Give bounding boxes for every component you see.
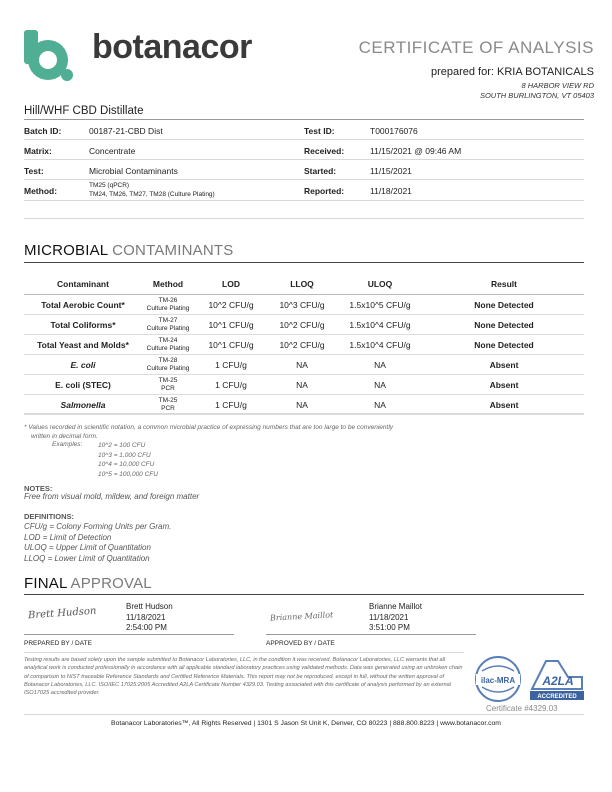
reported-label: Reported: [304,186,345,196]
matrix-label: Matrix: [24,146,52,156]
divider [24,139,584,140]
result-cell: Absent [424,395,584,415]
approved-name: Brianne Maillot [369,602,422,611]
col-lod: LOD [194,274,268,295]
received-value: 11/15/2021 @ 09:46 AM [370,146,462,156]
lod-cell: 1 CFU/g [194,375,268,395]
testid-label: Test ID: [304,126,335,136]
result-cell: Absent [424,355,584,375]
lloq-cell: NA [268,355,336,375]
result-cell: None Detected [424,315,584,335]
col-contaminant: Contaminant [24,274,142,295]
prepared-date: 11/18/2021 [126,612,166,622]
table-row [24,395,584,415]
table-row [24,295,584,315]
lod-cell: 10^1 CFU/g [194,335,268,355]
product-name: Hill/WHF CBD Distillate [24,105,144,117]
signature-approved: Brianne Maillot [269,610,334,623]
lod-cell: 10^1 CFU/g [194,315,268,335]
method-cell: TM-25 PCR [142,375,194,395]
brand-logo-icon [22,30,74,82]
result-cell: Absent [424,375,584,395]
definitions-list [24,522,171,564]
uloq-cell: 1.5x10^5 CFU/g [336,295,424,315]
approved-date: 11/18/2021 [369,612,409,622]
divider [24,218,584,219]
prepared-details [126,602,173,634]
ilac-mra-badge-icon [472,655,524,703]
started-label: Started: [304,166,337,176]
testid-value: T000176076 [370,126,418,136]
method-label: Method: [24,186,58,196]
table-row [24,355,584,375]
page-title: CERTIFICATE OF ANALYSIS [358,38,594,57]
table-header-row [24,274,584,295]
uloq-cell: 1.5x10^4 CFU/g [336,335,424,355]
received-label: Received: [304,146,345,156]
notes-label: NOTES: [24,484,53,493]
method-cell: TM-28 Culture Plating [142,355,194,375]
method-value-2: TM24, TM26, TM27, TM28 (Culture Plating) [89,191,215,198]
table-row [24,335,584,355]
test-label: Test: [24,166,44,176]
prepared-name: Brett Hudson [126,602,173,611]
uloq-cell: 1.5x10^4 CFU/g [336,315,424,335]
lod-cell: 1 CFU/g [194,355,268,375]
matrix-value: Concentrate [89,146,136,156]
signature-prepared: Brett Hudson [27,605,97,622]
legal-disclaimer: Testing results are based solely upon the sample submitted to Botanacor Laboratories, LLC, in the condition it was received. Botanacor Laboratories, LLC warrants that all analytical work is conducted professionally in accordance with all applicable standard laboratory practices using validated methods. Data was generated using an unbroken chain of comparison to NIST traceable Reference Standards and Certified Reference Materials. This report may not be reproduced, except in full, without the written approval of Botanacor Laboratories, LLC. ISO/IEC 17025:2005 Accredited A2LA Certificate Number 4329.03. Testing associated with this certificate of analysis performed by an external ISO17025 accredited provider. [24,657,463,697]
address-line-1: 8 HARBOR VIEW RD [521,81,594,90]
divider [24,594,584,595]
lloq-cell: NA [268,395,336,415]
started-value: 11/15/2021 [370,166,412,176]
accredited-label: ACCREDITED [537,694,577,700]
result-cell: None Detected [424,335,584,355]
divider [24,652,464,653]
definitions-label: DEFINITIONS: [24,512,74,521]
lloq-cell: NA [268,375,336,395]
table-row [24,315,584,335]
prepared-for: prepared for: KRIA BOTANICALS [430,66,594,78]
contaminant-name: E. coli (STEC) [24,375,142,395]
address-line-2: SOUTH BURLINGTON, VT 05403 [479,91,594,100]
approved-time: 3:51:00 PM [369,623,410,632]
signature-line [266,634,476,635]
a2la-label: A2LA [542,674,574,688]
lloq-cell: 10^2 CFU/g [268,315,336,335]
divider [24,159,584,160]
microbial-table [24,274,584,415]
method-cell: TM-25 PCR [142,395,194,415]
test-value: Microbial Contaminants [89,166,178,176]
examples-list: 10^2 = 100 CFU 10^3 = 1,000 CFU 10^4 = 10,000 CFU 10^5 = 100,000 CFU [98,442,158,479]
section-title-approval: FINAL APPROVAL [24,575,152,592]
divider [24,119,584,120]
divider [24,179,584,180]
uloq-cell: NA [336,355,424,375]
prepared-time: 2:54:00 PM [126,623,167,632]
method-value-1: TM25 (qPCR) [89,182,130,189]
contaminant-name: Total Yeast and Molds* [24,335,142,355]
certificate-number: Certificate #4329.03 [486,704,558,713]
definition-item: ULOQ = Upper Limit of Quantitation [24,543,151,552]
examples-label: Examples: [52,441,83,448]
sci-note-line-1: * Values recorded in scientific notation, a common microbial practice of expressing numbers that are too large to be conveniently [24,424,394,431]
lod-cell: 1 CFU/g [194,395,268,415]
approved-label: APPROVED BY / DATE [266,640,335,647]
uloq-cell: NA [336,375,424,395]
result-cell: None Detected [424,295,584,315]
definition-item: CFU/g = Colony Forming Units per Gram. [24,522,172,531]
sci-note-line-2: written in decimal form. [31,433,98,440]
lloq-cell: 10^2 CFU/g [268,335,336,355]
lod-cell: 10^2 CFU/g [194,295,268,315]
brand-name: botanacor [92,28,252,66]
contaminant-name: Total Aerobic Count* [24,295,142,315]
divider [24,714,584,715]
footer: Botanacor Laboratories™, All Rights Reserved | 1301 S Jason St Unit K, Denver, CO 80223 | 888.800.8223 | www.botanacor.com [111,720,501,727]
notes-text: Free from visual mold, mildew, and foreign matter [24,492,200,501]
col-uloq: ULOQ [336,274,424,295]
batch-label: Batch ID: [24,126,62,136]
divider [24,262,584,263]
contaminant-name: E. coli [24,355,142,375]
ilac-label: ilac-MRA [480,676,516,685]
col-lloq: LLOQ [268,274,336,295]
batch-value: 00187-21-CBD Dist [89,126,163,136]
col-method: Method [142,274,194,295]
divider [24,413,584,414]
method-cell: TM-26 Culture Plating [142,295,194,315]
a2la-badge-icon [528,655,586,701]
definition-item: LOD = Limit of Detection [24,532,112,542]
prepared-label: PREPARED BY / DATE [24,640,92,647]
approved-details [369,602,422,634]
method-cell: TM-24 Culture Plating [142,335,194,355]
section-title-microbial: MICROBIAL CONTAMINANTS [24,242,234,259]
table-row [24,375,584,395]
divider [24,200,584,201]
method-cell: TM-27 Culture Plating [142,315,194,335]
definition-item: LLOQ = Lower Limit of Quantitation [24,553,150,563]
signature-line [24,634,234,635]
reported-value: 11/18/2021 [370,186,412,196]
uloq-cell: NA [336,395,424,415]
lloq-cell: 10^3 CFU/g [268,295,336,315]
contaminant-name: Salmonella [24,395,142,415]
contaminant-name: Total Coliforms* [24,315,142,335]
col-result: Result [424,274,584,295]
